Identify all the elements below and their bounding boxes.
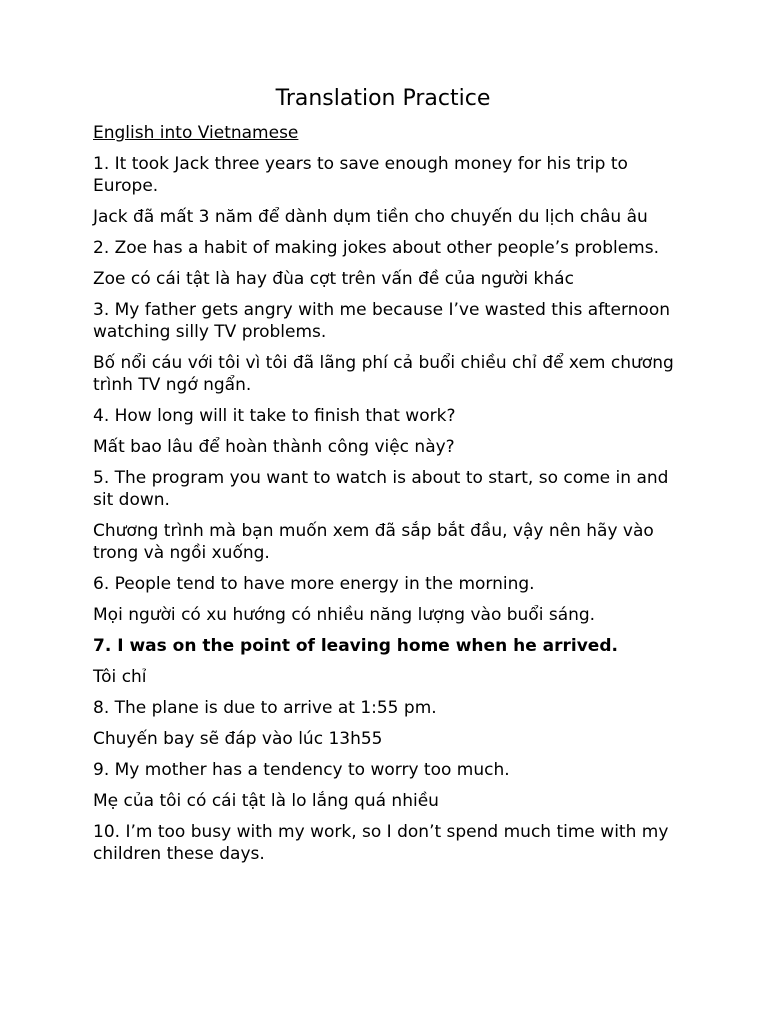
sentence-2-vietnamese: Zoe có cái tật là hay đùa cợt trên vấn đề của người khác — [93, 269, 574, 289]
sentence-5-vietnamese: Chương trình mà bạn muốn xem đã sắp bắt đầu, vậy nên hãy vào trong và ngồi xuống. — [93, 521, 654, 563]
section-heading: English into Vietnamese — [93, 123, 299, 143]
sentence-1-vietnamese: Jack đã mất 3 năm để dành dụm tiền cho chuyến du lịch châu âu — [93, 207, 648, 227]
sentence-8-english: 8. The plane is due to arrive at 1:55 pm. — [93, 698, 437, 718]
sentence-5-english: 5. The program you want to watch is about to start, so come in and sit down. — [93, 468, 669, 510]
sentence-6-vietnamese: Mọi người có xu hướng có nhiều năng lượng vào buổi sáng. — [93, 605, 596, 625]
sentence-9-vietnamese: Mẹ của tôi có cái tật là lo lắng quá nhiều — [93, 791, 439, 811]
sentence-7-english: 7. I was on the point of leaving home when he arrived. — [93, 636, 618, 656]
document-page — [93, 84, 683, 874]
sentence-2-english: 2. Zoe has a habit of making jokes about other people’s problems. — [93, 238, 660, 258]
sentence-3-english: 3. My father gets angry with me because I’ve wasted this afternoon watching silly TV problems. — [93, 300, 670, 342]
sentence-9-english: 9. My mother has a tendency to worry too much. — [93, 760, 510, 780]
sentence-4-vietnamese: Mất bao lâu để hoàn thành công việc này? — [93, 437, 455, 457]
sentence-10-english: 10. I’m too busy with my work, so I don’t spend much time with my children these days. — [93, 822, 669, 864]
sentence-6-english: 6. People tend to have more energy in the morning. — [93, 574, 535, 594]
page-title: Translation Practice — [275, 86, 491, 111]
sentence-3-vietnamese: Bố nổi cáu với tôi vì tôi đã lãng phí cả buổi chiều chỉ để xem chương trình TV ngớ ngẩn. — [93, 353, 674, 395]
sentence-4-english: 4. How long will it take to finish that work? — [93, 406, 456, 426]
sentence-1-english: 1. It took Jack three years to save enough money for his trip to Europe. — [93, 154, 628, 196]
sentence-7-vietnamese: Tôi chỉ — [93, 667, 147, 687]
sentence-8-vietnamese: Chuyến bay sẽ đáp vào lúc 13h55 — [93, 729, 383, 749]
